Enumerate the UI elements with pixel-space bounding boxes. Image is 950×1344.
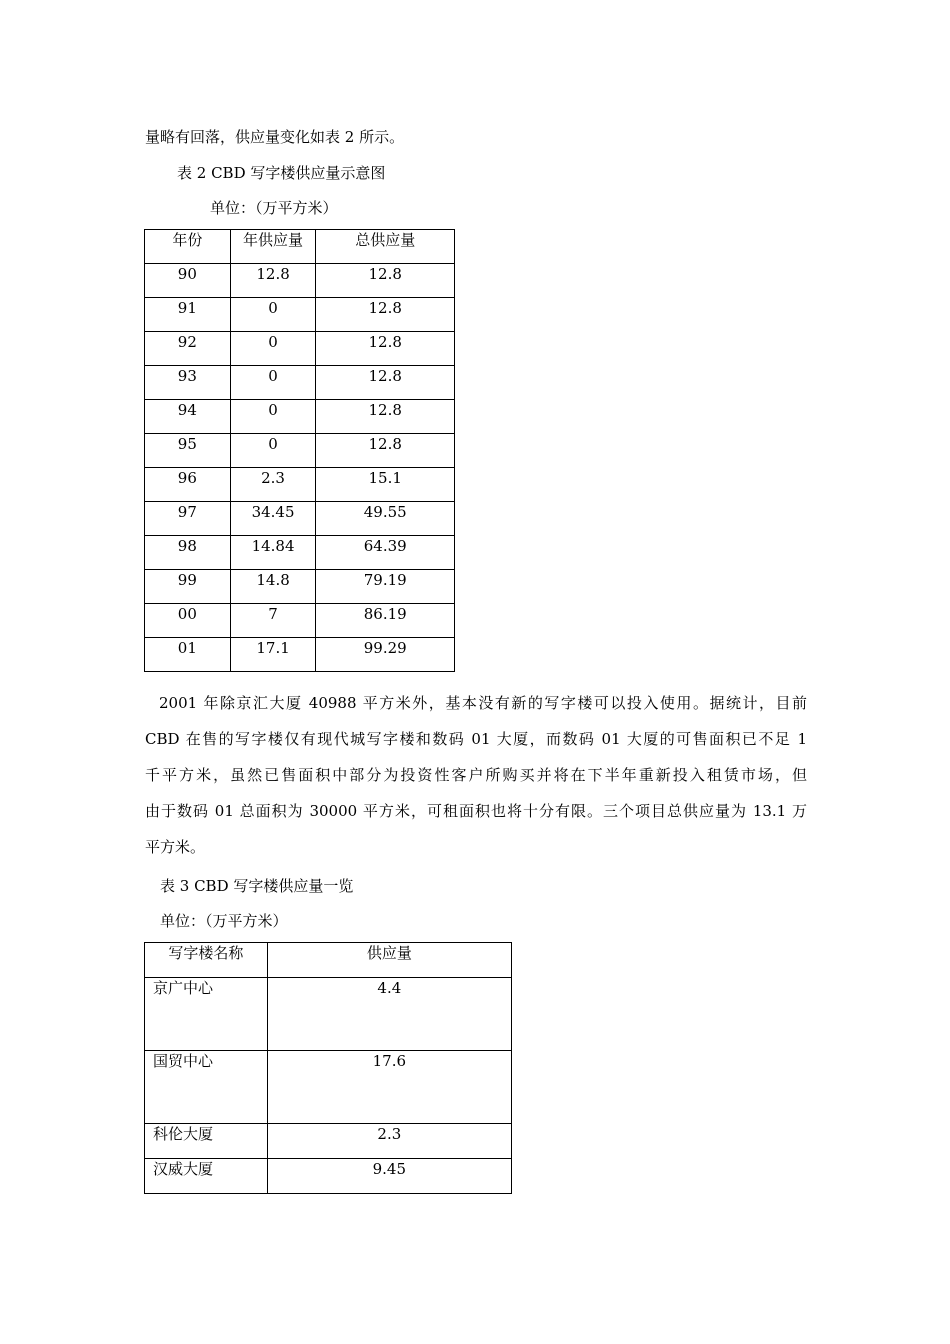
table-row bbox=[145, 400, 455, 434]
table3-header-row bbox=[145, 943, 512, 978]
table-cell: 14.8 bbox=[230, 570, 316, 604]
table-row bbox=[145, 1159, 512, 1194]
table-cell: 49.55 bbox=[316, 502, 455, 536]
table-cell: 汉威大厦 bbox=[145, 1159, 268, 1194]
table-cell: 9.45 bbox=[267, 1159, 511, 1194]
table-cell: 4.4 bbox=[267, 978, 511, 1051]
table-cell: 2.3 bbox=[267, 1124, 511, 1159]
table-cell: 99.29 bbox=[316, 638, 455, 672]
table-row bbox=[145, 502, 455, 536]
table-cell: 92 bbox=[145, 332, 231, 366]
table-cell: 0 bbox=[230, 400, 316, 434]
table3-caption: 表 3 CBD 写字楼供应量一览 bbox=[160, 877, 354, 895]
table2 bbox=[144, 229, 455, 672]
table-cell: 95 bbox=[145, 434, 231, 468]
table-cell: 12.8 bbox=[316, 400, 455, 434]
table-cell: 00 bbox=[145, 604, 231, 638]
table2-header-cell: 年份 bbox=[145, 230, 231, 264]
table-row bbox=[145, 298, 455, 332]
table-row bbox=[145, 604, 455, 638]
table-cell: 94 bbox=[145, 400, 231, 434]
table3-header-cell: 供应量 bbox=[267, 943, 511, 978]
table2-header-cell: 总供应量 bbox=[316, 230, 455, 264]
table-cell: 86.19 bbox=[316, 604, 455, 638]
table-cell: 2.3 bbox=[230, 468, 316, 502]
table-cell: 17.1 bbox=[230, 638, 316, 672]
table-cell: 97 bbox=[145, 502, 231, 536]
table-cell: 90 bbox=[145, 264, 231, 298]
table-cell: 0 bbox=[230, 298, 316, 332]
table-row bbox=[145, 264, 455, 298]
table-cell: 国贸中心 bbox=[145, 1051, 268, 1124]
table-row bbox=[145, 570, 455, 604]
table-cell: 01 bbox=[145, 638, 231, 672]
table-row bbox=[145, 366, 455, 400]
table2-header-cell: 年供应量 bbox=[230, 230, 316, 264]
table-cell: 12.8 bbox=[316, 264, 455, 298]
paragraph-line: 由于数码 01 总面积为 30000 平方米，可租面积也将十分有限。三个项目总供应量为 13.1 万 bbox=[145, 802, 807, 820]
table-cell: 12.8 bbox=[316, 434, 455, 468]
paragraph-line: 平方米。 bbox=[145, 838, 206, 856]
table-cell: 京广中心 bbox=[145, 978, 268, 1051]
table-cell: 98 bbox=[145, 536, 231, 570]
table-row bbox=[145, 1051, 512, 1124]
table-cell: 12.8 bbox=[316, 332, 455, 366]
paragraph-line: 2001 年除京汇大厦 40988 平方米外，基本没有新的写字楼可以投入使用。据统计，目前 bbox=[159, 694, 807, 712]
table-cell: 34.45 bbox=[230, 502, 316, 536]
table-row bbox=[145, 332, 455, 366]
table-row bbox=[145, 468, 455, 502]
table-row bbox=[145, 1124, 512, 1159]
paragraph-line: 千平方米，虽然已售面积中部分为投资性客户所购买并将在下半年重新投入租赁市场，但 bbox=[145, 766, 807, 784]
table-cell: 91 bbox=[145, 298, 231, 332]
table-cell: 93 bbox=[145, 366, 231, 400]
table-cell: 12.8 bbox=[230, 264, 316, 298]
table-cell: 7 bbox=[230, 604, 316, 638]
table-cell: 15.1 bbox=[316, 468, 455, 502]
table3 bbox=[144, 942, 512, 1194]
table-cell: 79.19 bbox=[316, 570, 455, 604]
table2-unit: 单位：（万平方米） bbox=[210, 199, 338, 217]
table-cell: 0 bbox=[230, 366, 316, 400]
table-cell: 科伦大厦 bbox=[145, 1124, 268, 1159]
table-row bbox=[145, 536, 455, 570]
paragraph-line: CBD 在售的写字楼仅有现代城写字楼和数码 01 大厦，而数码 01 大厦的可售面积已不足 1 bbox=[145, 730, 807, 748]
table-cell: 0 bbox=[230, 434, 316, 468]
intro-line: 量略有回落，供应量变化如表 2 所示。 bbox=[145, 128, 405, 146]
table-cell: 99 bbox=[145, 570, 231, 604]
table-cell: 14.84 bbox=[230, 536, 316, 570]
table-cell: 17.6 bbox=[267, 1051, 511, 1124]
table-row bbox=[145, 638, 455, 672]
table2-caption: 表 2 CBD 写字楼供应量示意图 bbox=[177, 164, 386, 182]
table-cell: 12.8 bbox=[316, 366, 455, 400]
table2-header-row bbox=[145, 230, 455, 264]
table-row bbox=[145, 434, 455, 468]
table-cell: 96 bbox=[145, 468, 231, 502]
table-cell: 64.39 bbox=[316, 536, 455, 570]
table-cell: 0 bbox=[230, 332, 316, 366]
body-paragraph bbox=[145, 685, 807, 865]
table-row bbox=[145, 978, 512, 1051]
table-cell: 12.8 bbox=[316, 298, 455, 332]
table3-unit: 单位：（万平方米） bbox=[160, 912, 288, 930]
table3-header-cell: 写字楼名称 bbox=[145, 943, 268, 978]
